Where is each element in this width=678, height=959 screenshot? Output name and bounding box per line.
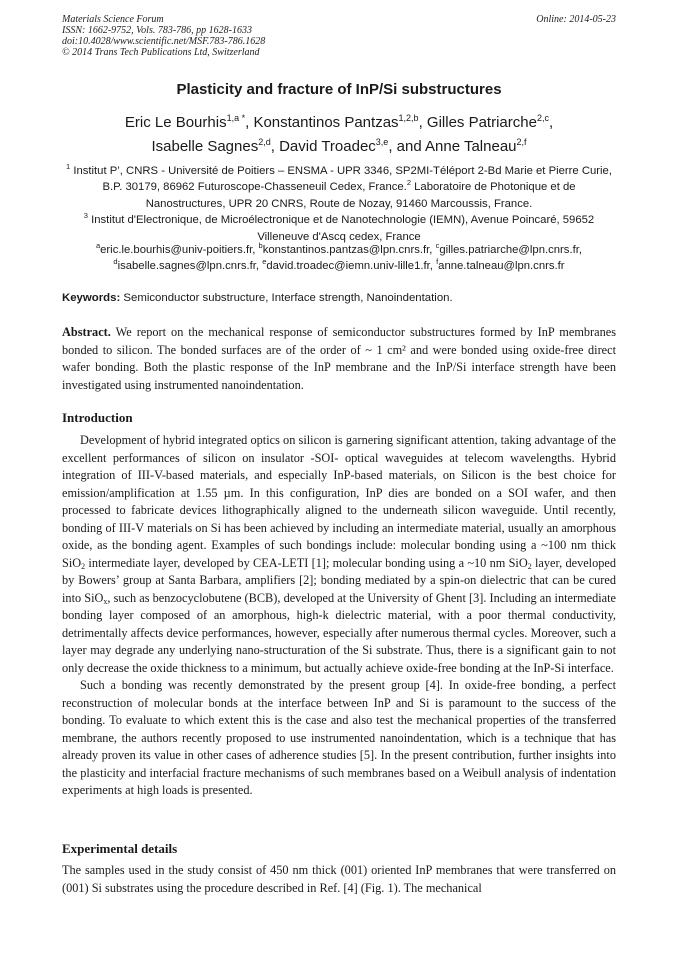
subscript: 2: [527, 561, 532, 571]
email-address[interactable]: anne.talneau@lpn.cnrs.fr: [438, 259, 565, 272]
email-marker: a: [95, 241, 101, 250]
text-run: , such as benzocyclobutene (BCB), developed at the University of Ghent [3]. Including an intermediate bonding layer composed of an amorphous, high-k dielectric material, with a poor thermal conductivity, detrimentally affects device performances, however, especially after numerous thermal cycles. Moreover, such a layer may degrade any underlying nano-structuration of the Si substrate. Thus, there is a significant gain to not only decrease the oxide thickness to a minimum, but actually achieve oxide-free bonding at the InP-Si interface.: [62, 590, 616, 675]
experimental-paragraph-1: The samples used in the study consist of 450 nm thick (001) oriented InP membranes that were transferred on (001) Si substrates using the procedure described in Ref. [4] (Fig. 1). The mechanical: [62, 863, 616, 895]
author-affil-marker: 2,f: [516, 137, 527, 147]
journal-header: [62, 14, 616, 58]
email-address[interactable]: eric.le.bourhis@univ-poitiers.fr,: [100, 244, 256, 256]
author-list: Eric Le Bourhis$^{1,a *}$, Konstantinos Pantzas$^{1,2,b}$, Gilles Patriarche$^{2,c}$, Isabelle Sagnes$^{2,d}$, David Troadec$^{3,e}$, and Anne Talneau$^{2,f}$: [124, 113, 554, 155]
text-run: Development of hybrid integrated optics on silicon is garnering significant attention, taking advantage of the excellent performances of silicon on insulator -SOI- optical waveguides at telecom wavelengths. Hybrid integration of III-V-based materials, and especially InP-based materials, on Silicon is the best choice for emission/amplification at 1.55 µm. In this configuration, InP dies are bonded on a SOI wafer, and then processed to fabricate devices lithographically aligned to the underneath silicon waveguide. Until recently, bonding of III-V materials on Si has been achieved by including an intermediate material, usually an amorphous oxide, as the bonding agent. Examples of such bondings include: molecular bonding using a ~100 nm thick SiO: [62, 433, 616, 570]
author-and: and: [396, 138, 422, 155]
author-affil-marker: 1,2,b: [398, 113, 419, 123]
email-address[interactable]: david.troadec@iemn.univ-lille1.fr,: [266, 259, 433, 272]
email-marker: b: [258, 241, 263, 250]
author-name: Konstantinos Pantzas: [253, 114, 399, 131]
author-name: Isabelle Sagnes: [151, 138, 259, 155]
email-address[interactable]: gilles.patriarche@lpn.cnrs.fr,: [439, 244, 583, 256]
subscript: x: [103, 596, 108, 606]
text-run: layer, developed by Bowers’ group at Santa Barbara, amplifiers [2]; bonding mediated by a spin-on dielectric that can be cured into SiO: [62, 555, 616, 605]
author-name: David Troadec: [279, 138, 376, 155]
copyright-line: © 2014 Trans Tech Publications Ltd, Switzerland: [62, 47, 260, 58]
author-affil-marker: 2,c: [536, 113, 549, 123]
introduction-heading: Introduction: [62, 410, 133, 425]
author-name: Anne Talneau: [425, 138, 517, 155]
email-address[interactable]: konstantinos.pantzas@lpn.cnrs.fr,: [262, 244, 433, 256]
abstract: [62, 324, 616, 394]
affiliation-text: Institut d'Electronique, de Microélectronique et de Nanotechnologie (IEMN), Avenue Poincaré, 59652 Villeneuve d'Ascq cedex, France: [91, 214, 595, 243]
issn-line: ISSN: 1662-9752, Vols. 783-786, pp 1628-1633: [62, 25, 252, 36]
introduction-body: [62, 432, 616, 800]
author-affil-marker: 2,d: [258, 137, 271, 147]
abstract-text: We report on the mechanical response of semiconductor substructures formed by InP membranes bonded to silicon. The bonded surfaces are of the order of ~ 1 cm² and were bonded using oxide-free direct wafer bonding. Both the plastic response of the InP membrane and the InP/Si interface strength have been investigated using instrumented nanoindentation.: [62, 325, 616, 392]
paper-title: Plasticity and fracture of InP/Si substructures: [176, 81, 502, 98]
author-affil-marker: 3,e: [375, 137, 389, 147]
experimental-body: [62, 862, 616, 897]
author-name: Eric Le Bourhis: [124, 114, 227, 131]
doi-line: doi:10.4028/www.scientific.net/MSF.783-786.1628: [62, 36, 266, 47]
keywords-text: Semiconductor substructure, Interface strength, Nanoindentation.: [123, 292, 453, 304]
intro-paragraph-2: Such a bonding was recently demonstrated by the present group [4]. In oxide-free bonding, a perfect reconstruction of molecular bonds at the interface between InP and Si is paramount to the success of the bonding. To evaluate to which extent this is the case and also test the mechanical properties of the transferred membrane, the authors recently proposed to use instrumented nanoindentation, which is a technique that has already proven its value in other cases of adherence studies [5]. In the present contribution, further insights into the plasticity and interfacial fracture mechanisms of such membranes based on a Weibull analysis of indentation experiments at high loads is presented.: [62, 678, 616, 797]
keywords-label: Keywords:: [62, 292, 121, 304]
experimental-heading: Experimental details: [62, 841, 178, 856]
email-marker: c: [435, 241, 440, 250]
author-affil-marker: 1,a *: [226, 113, 246, 123]
affiliations: [62, 163, 616, 245]
text-run: intermediate layer, developed by CEA-LETI [1]; molecular bonding using a ~10 nm SiO: [85, 555, 528, 570]
keywords: [62, 292, 616, 304]
affil-number: 2: [406, 178, 411, 188]
email-address[interactable]: isabelle.sagnes@lpn.cnrs.fr,: [117, 259, 260, 272]
intro-paragraph-1: [62, 432, 616, 677]
email-marker: e: [262, 256, 267, 266]
affiliation-text: Institut P’, CNRS - Université de Poitiers – ENSMA - UPR 3346, SP2MI-Téléport 2-Bd Marie et Pierre Curie, B.P. 30179, 86962 Futuroscope-Chasseneuil Cedex, France.: [73, 165, 612, 194]
abstract-label: Abstract.: [62, 325, 111, 339]
email-marker: f: [436, 256, 439, 266]
journal-name: Materials Science Forum: [62, 14, 164, 25]
affiliation-text: Laboratoire de Photonique et de Nanostructures, UPR 20 CNRS, Route de Nozay, 91460 Marcoussis, France.: [145, 181, 576, 210]
affil-number: 3: [83, 211, 88, 221]
online-date: Online: 2014-05-23: [536, 14, 616, 25]
email-marker: d: [113, 256, 118, 266]
author-name: Gilles Patriarche: [426, 114, 537, 131]
affil-number: 1: [66, 162, 71, 171]
subscript: 2: [81, 561, 86, 571]
email-list: [62, 243, 616, 274]
